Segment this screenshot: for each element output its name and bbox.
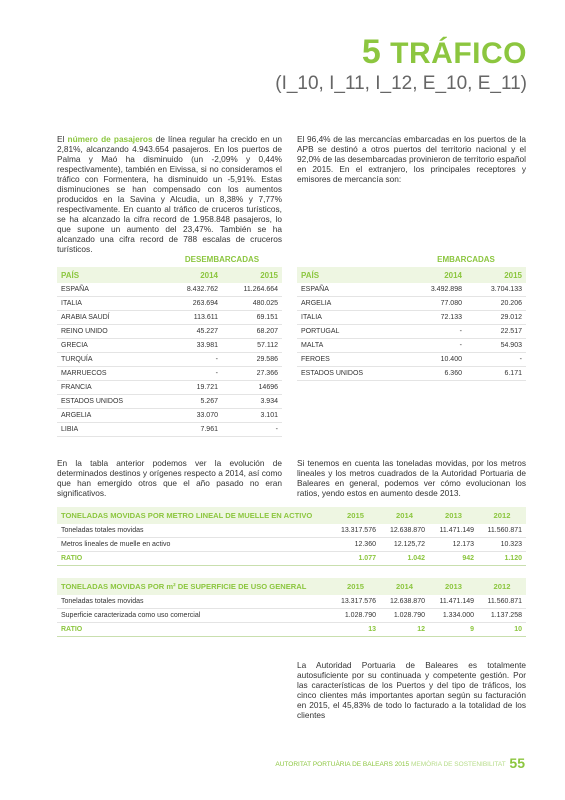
ratio-2012: 1.120 [478, 552, 526, 566]
ratio-row [57, 623, 526, 637]
row-value: 13.317.576 [331, 595, 380, 609]
row-value: 11.471.149 [429, 524, 478, 538]
row-value: 12.638.870 [380, 524, 429, 538]
footer-doc: MEMÒRIA DE SOSTENIBILITAT [410, 761, 506, 768]
row-value: 263.694 [162, 297, 222, 311]
section-heading [275, 33, 527, 71]
table-row [297, 325, 526, 339]
mid-right-paragraph: Si tenemos en cuenta las toneladas movidas, por los metros lineales y los metros cuadrados de la Autoridad Portuaria de Baleares en general, podemos ver cómo evolucionan los ratios, yendo estos en aumento desde 2013. [297, 458, 526, 498]
row-label: FRANCIA [57, 381, 162, 395]
row-value: 27.366 [222, 367, 282, 381]
row-value: 12.125,72 [380, 538, 429, 552]
col-header-2015: 2015 [331, 507, 380, 524]
bottom-right-paragraph: La Autoridad Portuaria de Baleares es totalmente autosuficiente por su continuada y competente gestión. Por las características de los Puertos y del tipo de tráficos, los cinco clientes más importantes aportan según su facturación en 2015, el 45,83% de todo lo facturado a la totalidad de los clientes [297, 660, 526, 720]
indicator-codes: (I_10, I_11, I_12, E_10, E_11) [275, 73, 527, 94]
row-value: 8.432.762 [162, 283, 222, 297]
table-embarcadas [297, 252, 526, 381]
row-value: 1.137.258 [478, 609, 526, 623]
table-muelle [57, 507, 526, 566]
intro-left-before: El [57, 134, 68, 144]
col-header-country: PAÍS [297, 267, 406, 283]
row-value: 5.267 [162, 395, 222, 409]
ratio-label: RATIO [57, 552, 331, 566]
row-label: Metros lineales de muelle en activo [57, 538, 331, 552]
intro-left-paragraph [57, 134, 282, 254]
row-label: Toneladas totales movidas [57, 524, 331, 538]
row-value: 11.471.149 [429, 595, 478, 609]
row-value: 77.080 [406, 297, 466, 311]
embarcadas-rows [297, 283, 526, 381]
table-row [57, 283, 282, 297]
ratio-2014: 1.042 [380, 552, 429, 566]
mid-left-paragraph: En la tabla anterior podemos ver la evolución de determinados destinos y orígenes respecto a 2014, así como que han emergido otros que el año pasado no eran significativos. [57, 458, 282, 498]
row-value: 14696 [222, 381, 282, 395]
row-label: Toneladas totales movidas [57, 595, 331, 609]
ratio-2013: 942 [429, 552, 478, 566]
row-value: 12.173 [429, 538, 478, 552]
row-value: 6.171 [466, 367, 526, 381]
row-value: 33.070 [162, 409, 222, 423]
row-value: 113.611 [162, 311, 222, 325]
table-row [57, 311, 282, 325]
row-label: MALTA [297, 339, 406, 353]
row-value: 1.334.000 [429, 609, 478, 623]
row-value: 10.400 [406, 353, 466, 367]
section-name: TRÁFICO [390, 37, 527, 70]
table-row [57, 609, 526, 623]
row-value: 3.934 [222, 395, 282, 409]
row-label: Superficie caracterizada como uso comercial [57, 609, 331, 623]
row-value: 13.317.576 [331, 524, 380, 538]
table-row [297, 297, 526, 311]
row-value: - [222, 423, 282, 437]
table-row [297, 283, 526, 297]
highlight-passengers: número de pasajeros [67, 134, 153, 144]
table-row [57, 423, 282, 437]
empty-cell [297, 252, 406, 267]
desembarcadas-rows [57, 283, 282, 437]
col-header-2014: 2014 [380, 578, 429, 595]
section-title [275, 33, 527, 96]
ratio-2015: 1.077 [331, 552, 380, 566]
footer-org: AUTORITAT PORTUÀRIA DE BALEARS 2015 [275, 761, 410, 768]
row-value: 12.360 [331, 538, 380, 552]
col-header-2015: 2015 [331, 578, 380, 595]
row-value: 11.264.664 [222, 283, 282, 297]
row-value: 6.360 [406, 367, 466, 381]
ratio-row [57, 552, 526, 566]
row-label: FEROES [297, 353, 406, 367]
row-label: GRECIA [57, 339, 162, 353]
table-row [57, 395, 282, 409]
table-muelle-title: TONELADAS MOVIDAS POR METRO LINEAL DE MUELLE EN ACTIVO [57, 507, 331, 524]
table-row [297, 353, 526, 367]
row-value: - [406, 339, 466, 353]
row-value: 7.961 [162, 423, 222, 437]
table-row [297, 311, 526, 325]
col-header-2012: 2012 [478, 578, 526, 595]
row-value: 45.227 [162, 325, 222, 339]
row-label: ESTADOS UNIDOS [57, 395, 162, 409]
row-label: LIBIA [57, 423, 162, 437]
row-value: 69.151 [222, 311, 282, 325]
table-superficie-title: TONELADAS MOVIDAS POR m² DE SUPERFICIE DE USO GENERAL [57, 578, 331, 595]
table-row [57, 297, 282, 311]
table-row [57, 325, 282, 339]
table-superficie [57, 578, 526, 637]
table-desembarcadas [57, 252, 282, 437]
row-value: 33.981 [162, 339, 222, 353]
table-row [57, 524, 526, 538]
row-label: ESPAÑA [57, 283, 162, 297]
table-row [297, 339, 526, 353]
row-value: 19.721 [162, 381, 222, 395]
row-value: 68.207 [222, 325, 282, 339]
row-value: - [162, 353, 222, 367]
row-value: 29.586 [222, 353, 282, 367]
row-value: 3.492.898 [406, 283, 466, 297]
row-value: - [406, 325, 466, 339]
row-value: 3.101 [222, 409, 282, 423]
table-row [57, 367, 282, 381]
group-header: EMBARCADAS [437, 255, 495, 264]
col-header-2013: 2013 [429, 578, 478, 595]
row-value: 480.025 [222, 297, 282, 311]
row-label: ARGELIA [57, 409, 162, 423]
row-value: 11.560.871 [478, 524, 526, 538]
row-value: 10.323 [478, 538, 526, 552]
superficie-rows [57, 595, 526, 623]
col-header-2014: 2014 [406, 267, 466, 283]
row-value: 1.028.790 [380, 609, 429, 623]
table-row [297, 367, 526, 381]
table-row [57, 595, 526, 609]
row-value: 72.133 [406, 311, 466, 325]
ratio-label: RATIO [57, 623, 331, 637]
intro-left-after: de línea regular ha crecido en un 2,81%, alcanzando 4.943.654 pasajeros. En los puertos de Palma y Maó ha disminuido (un -2,09% y 0,44% respectivamente), también en Eivissa, si no consideramos el tráfico con Formentera, ha disminuido un -5,91%. Estas disminuciones se han compensado con los aumentos producidos en la Savina y Alcudia, un 8,38% y 7,77% respectivamente. En cuanto al tráfico de cruceros turísticos, se ha alcanzado la cifra record de 1.958.848 pasajeros, lo que supone un aumento del 23,47%. También se ha alcanzado una cifra record de 788 escalas de cruceros turísticos. [57, 134, 282, 254]
row-value: 11.560.871 [478, 595, 526, 609]
row-label: ITALIA [57, 297, 162, 311]
col-header-2014: 2014 [162, 267, 222, 283]
col-header-2014: 2014 [380, 507, 429, 524]
intro-right-paragraph: El 96,4% de las mercancías embarcadas en los puertos de la APB se destinó a otros puertos del territorio nacional y el 92,0% de las desembarcadas provinieron de territorio español en 2015. En el extranjero, los principales receptores y emisores de mercancía son: [297, 134, 526, 184]
row-value: 22.517 [466, 325, 526, 339]
row-value: 54.903 [466, 339, 526, 353]
page-footer [275, 755, 525, 771]
row-value: - [162, 367, 222, 381]
row-value: 57.112 [222, 339, 282, 353]
table-row [57, 409, 282, 423]
section-number: 5 [361, 33, 382, 71]
row-label: TURQUÍA [57, 353, 162, 367]
col-header-2012: 2012 [478, 507, 526, 524]
muelle-rows [57, 524, 526, 552]
col-header-2013: 2013 [429, 507, 478, 524]
row-value: 1.028.790 [331, 609, 380, 623]
row-value: 3.704.133 [466, 283, 526, 297]
row-value: 20.206 [466, 297, 526, 311]
empty-cell [57, 252, 162, 267]
ratio-2012: 10 [478, 623, 526, 637]
row-label: ARABIA SAUDÍ [57, 311, 162, 325]
row-value: 29.012 [466, 311, 526, 325]
row-value: - [466, 353, 526, 367]
row-label: MARRUECOS [57, 367, 162, 381]
row-label: ESTADOS UNIDOS [297, 367, 406, 381]
ratio-2014: 12 [380, 623, 429, 637]
row-label: REINO UNIDO [57, 325, 162, 339]
ratio-2015: 13 [331, 623, 380, 637]
table-row [57, 538, 526, 552]
ratio-2013: 9 [429, 623, 478, 637]
page-number: 55 [509, 755, 525, 771]
col-header-2015: 2015 [222, 267, 282, 283]
col-header-country: PAÍS [57, 267, 162, 283]
row-label: ESPAÑA [297, 283, 406, 297]
row-label: ITALIA [297, 311, 406, 325]
table-row [57, 339, 282, 353]
col-header-2015: 2015 [466, 267, 526, 283]
row-value: 12.638.870 [380, 595, 429, 609]
row-label: ARGELIA [297, 297, 406, 311]
table-row [57, 353, 282, 367]
table-row [57, 381, 282, 395]
group-header: DESEMBARCADAS [184, 255, 260, 264]
row-label: PORTUGAL [297, 325, 406, 339]
